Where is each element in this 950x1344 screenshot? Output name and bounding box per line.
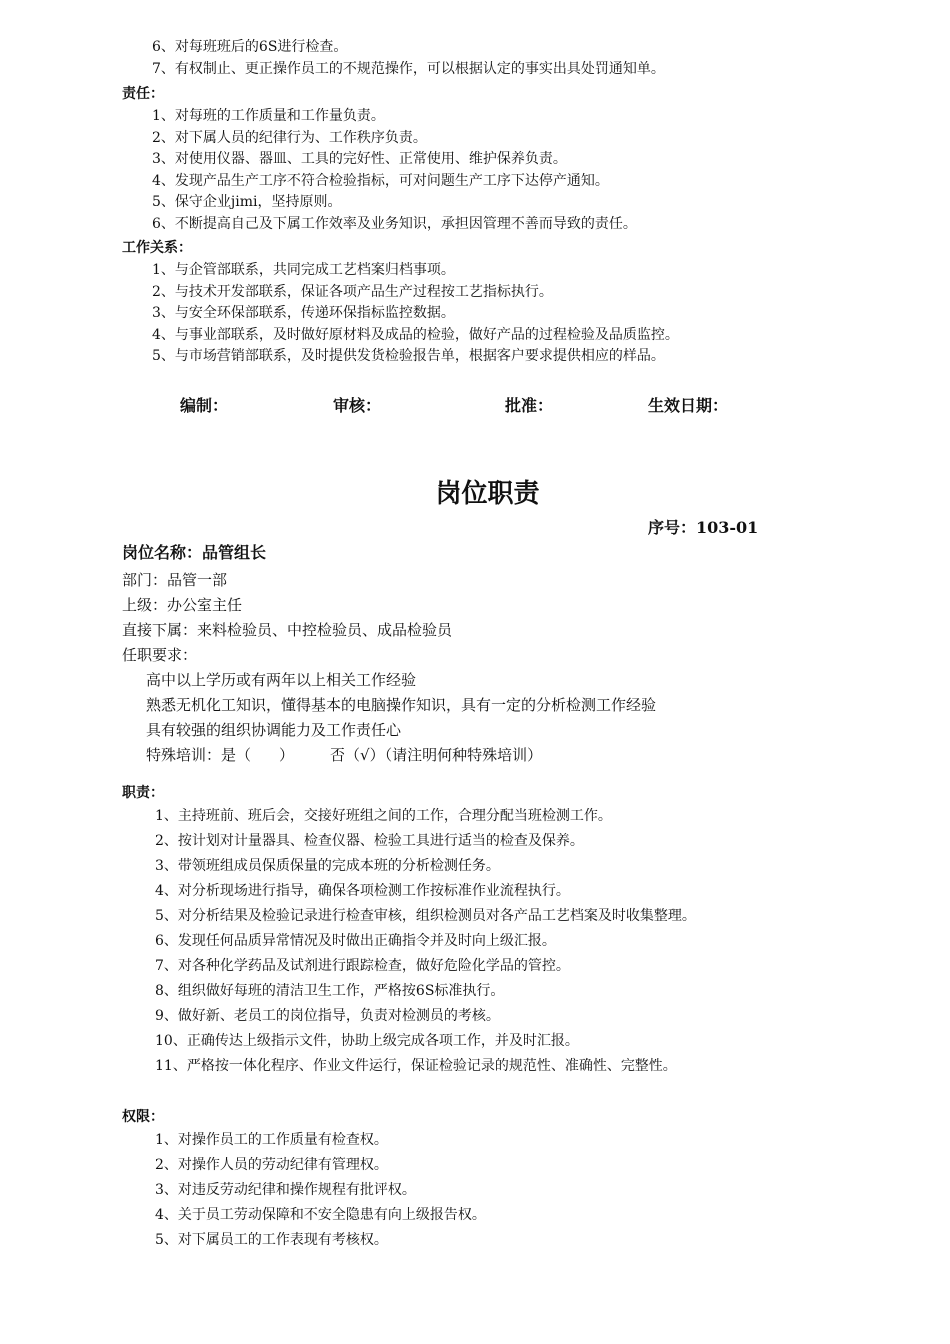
training-no: 否（√）（请注明何种特殊培训） bbox=[330, 746, 543, 764]
duty-item: 3、带领班组成员保质保量的完成本班的分析检测任务。 bbox=[155, 858, 500, 874]
requirement-item: 高中以上学历或有两年以上相关工作经验 bbox=[146, 671, 417, 689]
requirements-heading: 任职要求： bbox=[122, 646, 198, 664]
duty-item: 8、组织做好每班的清洁卫生工作，严格按6S标准执行。 bbox=[155, 983, 505, 999]
duty-item: 5、对分析结果及检验记录进行检查审核，组织检测员对各产品工艺档案及时收集整理。 bbox=[155, 908, 696, 924]
duty-item: 9、做好新、老员工的岗位指导，负责对检测员的考核。 bbox=[155, 1008, 500, 1024]
responsibility-item: 2、对下属人员的纪律行为、工作秩序负责。 bbox=[152, 130, 427, 146]
relations-item: 1、与企管部联系，共同完成工艺档案归档事项。 bbox=[152, 262, 455, 278]
serial-number: 序号：103-01 bbox=[648, 518, 759, 537]
special-training bbox=[146, 745, 542, 765]
responsibility-item: 3、对使用仪器、器皿、工具的完好性、正常使用、维护保养负责。 bbox=[152, 151, 567, 167]
relations-item: 2、与技术开发部联系，保证各项产品生产过程按工艺指标执行。 bbox=[152, 284, 553, 300]
authority-item: 1、对操作员工的工作质量有检查权。 bbox=[155, 1132, 388, 1148]
responsibility-item: 4、发现产品生产工序不符合检验指标，可对问题生产工序下达停产通知。 bbox=[152, 173, 609, 189]
superior: 上级：办公室主任 bbox=[122, 596, 243, 614]
duties-heading: 职责： bbox=[122, 785, 164, 801]
authority-item: 7、有权制止、更正操作员工的不规范操作，可以根据认定的事实出具处罚通知单。 bbox=[152, 61, 665, 77]
document-title: 岗位职责 bbox=[435, 479, 540, 509]
duty-item: 6、发现任何品质异常情况及时做出正确指令并及时向上级汇报。 bbox=[155, 933, 556, 949]
relations-item: 5、与市场营销部联系，及时提供发货检验报告单，根据客户要求提供相应的样品。 bbox=[152, 348, 665, 364]
responsibility-item: 6、不断提高自己及下属工作效率及业务知识，承担因管理不善而导致的责任。 bbox=[152, 216, 637, 232]
signature-reviewed: 审核： bbox=[333, 396, 382, 415]
authority-item: 6、对每班班后的6S进行检查。 bbox=[152, 39, 348, 55]
signature-approved: 批准： bbox=[505, 396, 554, 415]
responsibility-item: 5、保守企业jimi，坚持原则。 bbox=[152, 194, 342, 210]
department: 部门：品管一部 bbox=[122, 571, 228, 589]
duty-item: 1、主持班前、班后会，交接好班组之间的工作，合理分配当班检测工作。 bbox=[155, 808, 612, 824]
signature-prepared: 编制： bbox=[180, 396, 229, 415]
duty-item: 4、对分析现场进行指导，确保各项检测工作按标准作业流程执行。 bbox=[155, 883, 570, 899]
signature-effective-date: 生效日期： bbox=[648, 396, 729, 415]
authority-item: 3、对违反劳动纪律和操作规程有批评权。 bbox=[155, 1182, 416, 1198]
relations-heading: 工作关系： bbox=[122, 240, 192, 256]
relations-item: 4、与事业部联系，及时做好原材料及成品的检验，做好产品的过程检验及品质监控。 bbox=[152, 327, 679, 343]
responsibility-heading: 责任： bbox=[122, 86, 164, 102]
authority-item: 5、对下属员工的工作表现有考核权。 bbox=[155, 1232, 388, 1248]
position-name: 岗位名称：品管组长 bbox=[122, 543, 267, 562]
relations-item: 3、与安全环保部联系，传递环保指标监控数据。 bbox=[152, 305, 455, 321]
duty-item: 2、按计划对计量器具、检查仪器、检验工具进行适当的检查及保养。 bbox=[155, 833, 584, 849]
training-label: 特殊培训：是（ bbox=[146, 746, 252, 764]
duty-item: 10、正确传达上级指示文件，协助上级完成各项工作，并及时汇报。 bbox=[155, 1033, 579, 1049]
responsibility-item: 1、对每班的工作质量和工作量负责。 bbox=[152, 108, 385, 124]
authority-item: 4、关于员工劳动保障和不安全隐患有向上级报告权。 bbox=[155, 1207, 486, 1223]
subordinates: 直接下属：来料检验员、中控检验员、成品检验员 bbox=[122, 621, 453, 639]
requirement-item: 熟悉无机化工知识，懂得基本的电脑操作知识，具有一定的分析检测工作经验 bbox=[146, 696, 657, 714]
requirement-item: 具有较强的组织协调能力及工作责任心 bbox=[146, 721, 402, 739]
duty-item: 7、对各种化学药品及试剂进行跟踪检查，做好危险化学品的管控。 bbox=[155, 958, 570, 974]
duty-item: 11、严格按一体化程序、作业文件运行，保证检验记录的规范性、准确性、完整性。 bbox=[155, 1058, 677, 1074]
authority-item: 2、对操作人员的劳动纪律有管理权。 bbox=[155, 1157, 388, 1173]
training-yes-close: ） bbox=[279, 746, 295, 764]
authority-heading: 权限： bbox=[122, 1109, 164, 1125]
